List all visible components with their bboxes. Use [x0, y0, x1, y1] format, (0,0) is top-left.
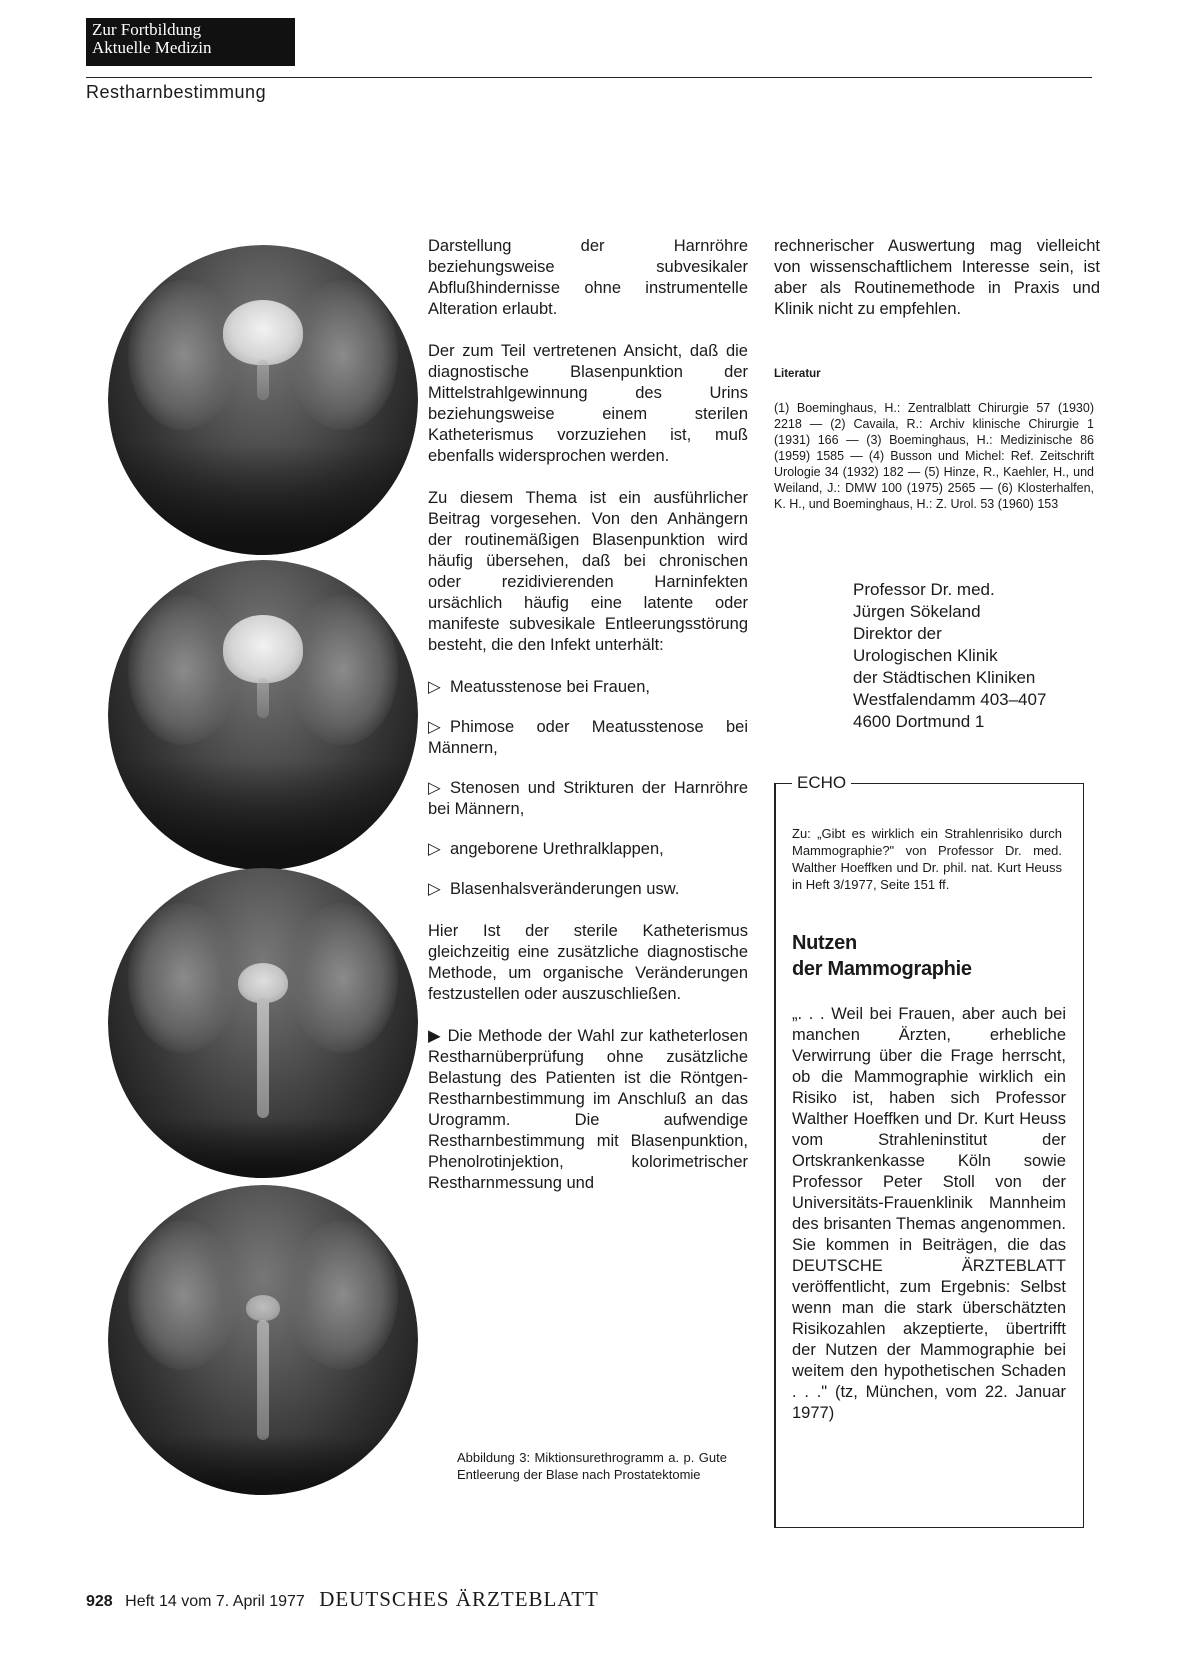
address-line: 4600 Dortmund 1: [853, 712, 985, 731]
bullet-item: ▷ Meatusstenose bei Frauen,: [428, 678, 650, 696]
address-line: der Städtischen Kliniken: [853, 668, 1036, 687]
echo-quote: „. . . Weil bei Frauen, aber auch bei manchen Ärzten, erhebliche Verwirrung über die Frage herrscht, ob die Mammographie wirklich ein Risiko ist, haben sich Professor Walther Hoeffken und Dr. Kurt Heuss vom Strahleninstitut der Ortskrankenkasse Köln sowie Professor Peter Stoll von der Universitäts-Frauenklinik Mannheim des brisanten Themas angenommen. Sie kommen in Beiträgen, die das DEUTSCHE ÄRZTEBLATT veröffentlicht, zum Ergebnis: Selbst wenn man die stark überschätzten Risikozahlen akzeptierte, übertrifft der Nutzen der Mammographie bei weitem den hypothetischen Schaden . . ." (tz, München, vom 22. Januar 1977): [792, 1005, 1066, 1422]
paragraph: Hier Ist der sterile Katheterismus gleichzeitig eine zusätzliche diagnostische Methode, um organische Veränderungen festzustellen oder auszuschließen.: [428, 922, 748, 1003]
paragraph: Darstellung der Harnröhre beziehungsweise subvesikaler Abflußhindernisse ohne instrumentelle Alteration erlaubt.: [428, 237, 748, 318]
section-header-box: [86, 18, 295, 66]
journal-name: DEUTSCHES ÄRZTEBLATT: [319, 1587, 599, 1611]
address-line: Direktor der: [853, 624, 942, 643]
paragraph: ▶ Die Methode der Wahl zur katheterlosen Restharnüberprüfung ohne zusätzliche Belastung des Patienten ist die Röntgen-Restharnbestimmung im Anschluß an das Urogramm. Die aufwendige Restharnbestimmung mit Blasenpunktion, Phenolrotinjektion, kolorimetrischer Restharnmessung und: [428, 1027, 748, 1192]
echo-label: ECHO: [792, 773, 851, 793]
triangle-outline-icon: ▷: [428, 678, 441, 696]
section-title: Restharnbestimmung: [86, 82, 267, 102]
literature-heading: Literatur: [774, 368, 821, 380]
bullet-item: ▷ Phimose oder Meatusstenose bei Männern,: [428, 718, 748, 757]
bullet-item: ▷ angeborene Urethralklappen,: [428, 840, 664, 858]
address-line: Westfalendamm 403–407: [853, 690, 1047, 709]
author-address: [853, 579, 1046, 733]
triangle-filled-icon: ▶: [428, 1027, 448, 1045]
xray-image-1: [108, 245, 418, 555]
paragraph: rechnerischer Auswertung mag vielleicht von wissenschaftlichem Interesse sein, ist aber als Routinemethode in Praxis und Klinik nicht zu empfehlen.: [774, 237, 1100, 318]
triangle-outline-icon: ▷: [428, 718, 441, 736]
xray-image-2: [108, 560, 418, 870]
paragraph: Zu diesem Thema ist ein ausführlicher Beitrag vorgesehen. Von den Anhängern der routinemäßigen Blasenpunktion wird häufig übersehen, daß bei chronischen oder rezidivierenden Harninfekten ursächlich häufig eine latente oder manifeste subvesikale Entleerungsstörung besteht, die den Infekt unterhält:: [428, 489, 748, 654]
xray-image-4: [108, 1185, 418, 1495]
page-number: 928: [86, 1593, 113, 1610]
bullet-item: ▷ Blasenhalsveränderungen usw.: [428, 880, 680, 898]
echo-intro: Zu: „Gibt es wirklich ein Strahlenrisiko durch Mammographie?" von Professor Dr. med. Walther Hoeffken und Dr. phil. nat. Kurt Heuss in Heft 3/1977, Seite 151 ff.: [792, 826, 1062, 892]
middle-column: [428, 236, 748, 1215]
address-line: Professor Dr. med.: [853, 580, 995, 599]
header-line-2: Aktuelle Medizin: [92, 38, 212, 57]
page-footer: [86, 1587, 599, 1612]
header-line-1: Zur Fortbildung: [92, 20, 202, 39]
figure-caption: Abbildung 3: Miktionsurethrogramm a. p. Gute Entleerung der Blase nach Prostatektomie: [457, 1450, 727, 1482]
triangle-outline-icon: ▷: [428, 880, 441, 898]
paragraph: Der zum Teil vertretenen Ansicht, daß die diagnostische Blasenpunktion der Mittelstrahlgewinnung des Urins beziehungsweise einem sterilen Katheterismus vorzuziehen ist, muß ebenfalls widersprochen werden.: [428, 342, 748, 465]
header-divider: [86, 77, 1092, 78]
issue-info: Heft 14 vom 7. April 1977: [125, 1593, 305, 1610]
address-line: Urologischen Klinik: [853, 646, 998, 665]
address-line: Jürgen Sökeland: [853, 602, 981, 621]
triangle-outline-icon: ▷: [428, 779, 441, 797]
bullet-item: ▷ Stenosen und Strikturen der Harnröhre bei Männern,: [428, 779, 748, 818]
triangle-outline-icon: ▷: [428, 840, 441, 858]
xray-image-3: [108, 868, 418, 1178]
right-column: [774, 236, 1100, 341]
echo-headline: Nutzen der Mammographie: [792, 932, 972, 980]
literature-references: (1) Boeminghaus, H.: Zentralblatt Chirurgie 57 (1930) 2218 — (2) Cavaila, R.: Archiv klinische Chirurgie 1 (1931) 166 — (3) Boeminghaus, H.: Medizinische 86 (1959) 1585 — (4) Busson und Michel: Ref. Zeitschrift Urologie 34 (1932) 182 — (5) Hinze, R., Kaehler, H., und Weiland, J.: DMW 100 (1975) 2565 — (6) Klosterhalfen, K. H., und Boeminghaus, H.: Z. Urol. 53 (1960) 153: [774, 401, 1094, 511]
